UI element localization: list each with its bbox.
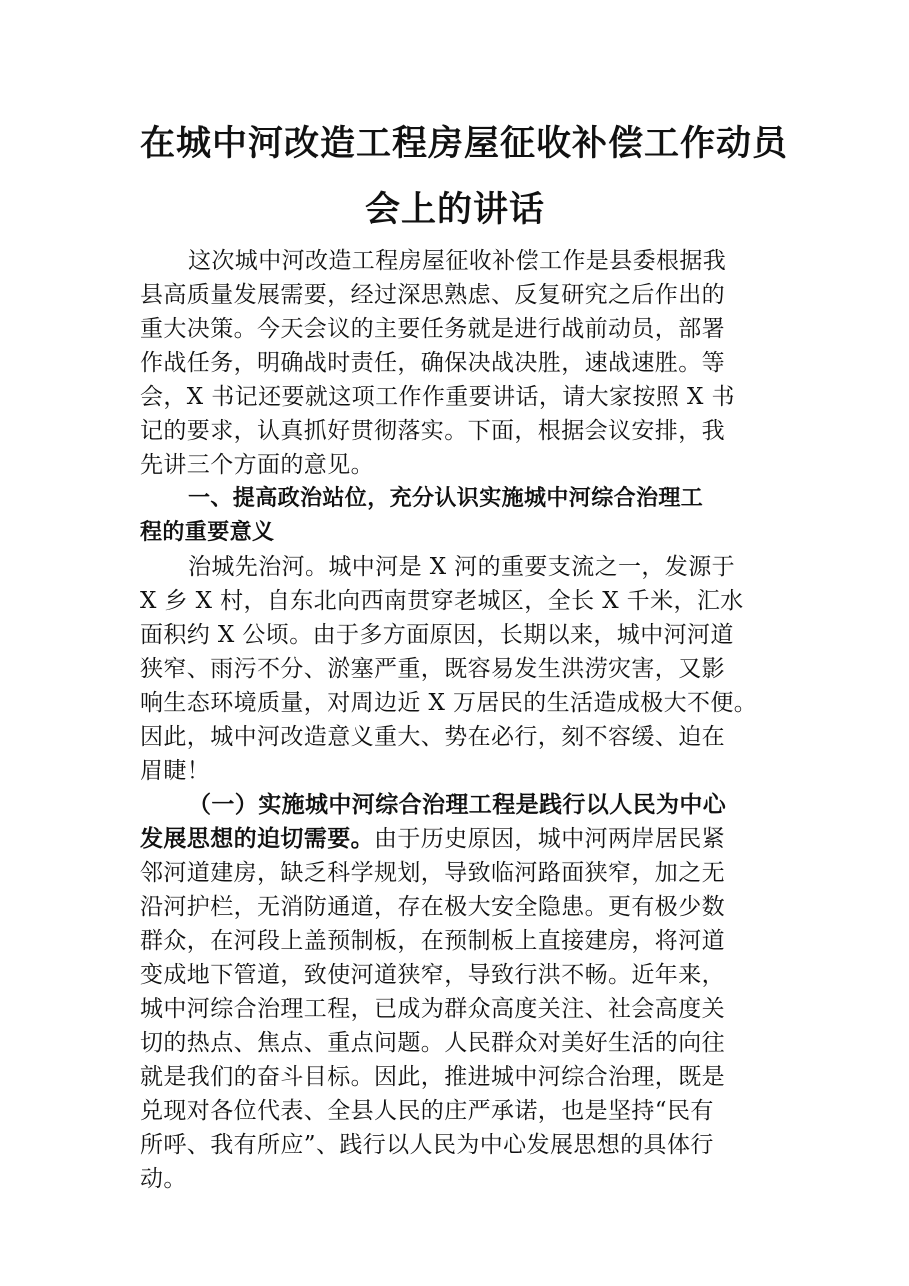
document-body	[140, 244, 780, 1196]
text-line: 沿河护栏，无消防通道，存在极大安全隐患。更有极少数	[140, 894, 725, 920]
text-line: 兑现对各位代表、全县人民的庄严承诺，也是坚持“民有	[140, 1098, 714, 1124]
text-line: 这次城中河改造工程房屋征收补偿工作是县委根据我	[188, 248, 727, 274]
document-title-line-2: 会上的讲话	[364, 189, 545, 230]
text-line: 重大决策。今天会议的主要任务就是进行战前动员，部署	[140, 316, 725, 342]
subsection-1-lead-continued: 发展思想的迫切需要。	[140, 825, 374, 852]
section-1-paragraph	[140, 550, 780, 788]
text-line: 治城先治河。城中河是 X 河的重要支流之一，发源于	[188, 554, 735, 580]
subsection-1-paragraph	[140, 788, 780, 1196]
section-1-heading	[140, 482, 780, 550]
subsection-1-lead: （一）实施城中河综合治理工程是践行以人民为中心	[188, 791, 727, 818]
text-line: 就是我们的奋斗目标。因此，推进城中河综合治理，既是	[140, 1064, 725, 1090]
intro-paragraph	[140, 244, 780, 482]
text-line: 响生态环境质量，对周边近 X 万居民的生活造成极大不便。	[140, 690, 758, 716]
text-line: 所呼、我有所应”、践行以人民为中心发展思想的具体行	[140, 1132, 714, 1158]
text-line	[140, 788, 780, 822]
text-line: 动。	[140, 1166, 187, 1192]
document-title-line-1: 在城中河改造工程房屋征收补偿工作动员	[140, 123, 789, 164]
text-line: 城中河综合治理工程，已成为群众高度关注、社会高度关	[140, 996, 725, 1022]
text-line: 记的要求，认真抓好贯彻落实。下面，根据会议安排，我	[140, 418, 725, 444]
subsection-1-text: 由于历史原因，城中河两岸居民紧	[374, 826, 725, 852]
heading-line: 程的重要意义	[140, 520, 275, 545]
text-line: 切的热点、焦点、重点问题。人民群众对美好生活的向往	[140, 1030, 725, 1056]
text-line: 先讲三个方面的意见。	[140, 452, 374, 478]
text-line: 狭窄、雨污不分、淤塞严重，既容易发生洪涝灾害，又影	[140, 656, 725, 682]
text-line: 会，X 书记还要就这项工作作重要讲话，请大家按照 X 书	[140, 384, 735, 410]
text-line: X 乡 X 村，自东北向西南贯穿老城区，全长 X 千米，汇水	[140, 588, 744, 614]
text-line: 群众，在河段上盖预制板，在预制板上直接建房，将河道	[140, 928, 725, 954]
text-line: 眉睫！	[140, 758, 211, 784]
text-line: 面积约 X 公顷。由于多方面原因，长期以来，城中河河道	[140, 622, 734, 648]
text-line: 县高质量发展需要，经过深思熟虑、反复研究之后作出的	[140, 282, 725, 308]
text-line: 因此，城中河改造意义重大、势在必行，刻不容缓、迫在	[140, 724, 725, 750]
text-line	[140, 822, 780, 856]
text-line: 作战任务，明确战时责任，确保决战决胜，速战速胜。等	[140, 350, 725, 376]
heading-line: 一、提高政治站位，充分认识实施城中河综合治理工	[188, 486, 704, 511]
text-line: 邻河道建房，缺乏科学规划，导致临河路面狭窄，加之无	[140, 860, 725, 886]
text-line: 变成地下管道，致使河道狭窄，导致行洪不畅。近年来，	[140, 962, 725, 988]
